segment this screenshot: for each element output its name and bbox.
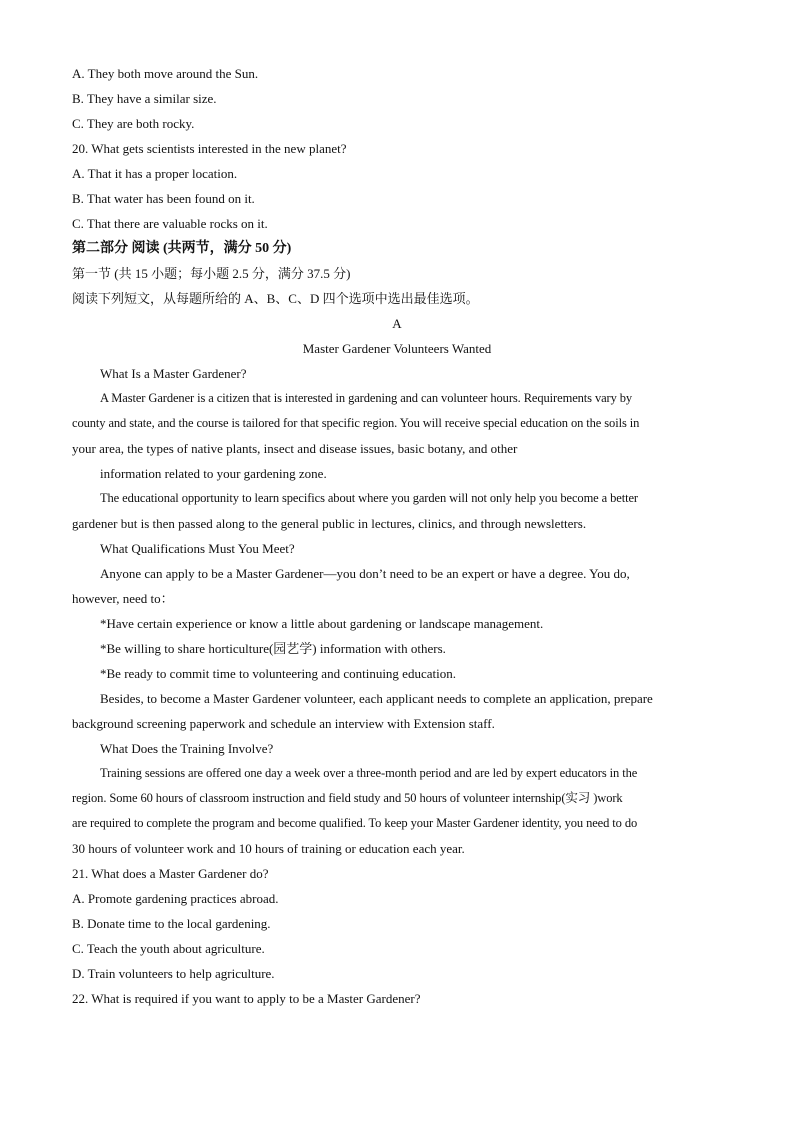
paragraph-2-line-2: gardener but is then passed along to the general public in lectures, clinics, and through newsletters. bbox=[72, 516, 587, 531]
q21-option-a: A. Promote gardening practices abroad. bbox=[72, 891, 279, 906]
paragraph-4-line-1: Besides, to become a Master Gardener volunteer, each applicant needs to complete an application, prepare bbox=[100, 691, 653, 706]
q19-option-b: B. They have a similar size. bbox=[72, 91, 217, 106]
heading-training: What Does the Training Involve? bbox=[100, 741, 274, 756]
heading-qualifications: What Qualifications Must You Meet? bbox=[100, 541, 295, 556]
q20-option-b: B. That water has been found on it. bbox=[72, 191, 255, 206]
section-subheading: 第一节 (共 15 小题；每小题 2.5 分，满分 37.5 分) bbox=[72, 266, 351, 281]
heading-what-is: What Is a Master Gardener? bbox=[100, 366, 247, 381]
passage-letter: A bbox=[392, 316, 402, 331]
q20-question: 20. What gets scientists interested in the new planet? bbox=[72, 141, 347, 156]
paragraph-3-line-2: however, need to： bbox=[72, 591, 174, 606]
paragraph-4-line-2: background screening paperwork and schedule an interview with Extension staff. bbox=[72, 716, 495, 731]
section-heading: 第二部分 阅读 (共两节，满分 50 分) bbox=[72, 241, 292, 256]
q22-question: 22. What is required if you want to apply to be a Master Gardener? bbox=[72, 991, 421, 1006]
section-instruction: 阅读下列短文，从每题所给的 A、B、C、D 四个选项中选出最佳选项。 bbox=[72, 291, 479, 306]
paragraph-5-line-4: 30 hours of volunteer work and 10 hours of training or education each year. bbox=[72, 841, 465, 856]
paragraph-1-line-3: your area, the types of native plants, insect and disease issues, basic botany, and other bbox=[72, 441, 518, 456]
q19-option-c: C. They are both rocky. bbox=[72, 116, 195, 131]
paragraph-2-line-1: The educational opportunity to learn specifics about where you garden will not only help you become a better bbox=[100, 491, 638, 505]
paragraph-5-line-3: are required to complete the program and become qualified. To keep your Master Gardener identity, you need to do bbox=[72, 816, 638, 830]
paragraph-1-line-2: county and state, and the course is tailored for that specific region. You will receive special education on the soils in bbox=[72, 416, 640, 430]
paragraph-5-line-1: Training sessions are offered one day a week over a three-month period and are led by expert educators in the bbox=[100, 766, 638, 780]
bullet-commit: *Be ready to commit time to volunteering and continuing education. bbox=[100, 666, 456, 681]
passage-title: Master Gardener Volunteers Wanted bbox=[302, 341, 492, 356]
paragraph-1-line-4: information related to your gardening zone. bbox=[100, 466, 327, 481]
bullet-share: *Be willing to share horticulture(园艺学) information with others. bbox=[100, 641, 446, 656]
q21-question: 21. What does a Master Gardener do? bbox=[72, 866, 269, 881]
q21-option-c: C. Teach the youth about agriculture. bbox=[72, 941, 265, 956]
bullet-experience: *Have certain experience or know a little about gardening or landscape management. bbox=[100, 616, 544, 631]
q19-option-a: A. They both move around the Sun. bbox=[72, 66, 259, 81]
paragraph-3-line-1: Anyone can apply to be a Master Gardener—you don’t need to be an expert or have a degree. You do, bbox=[100, 566, 630, 581]
q21-option-b: B. Donate time to the local gardening. bbox=[72, 916, 271, 931]
paragraph-1-line-1: A Master Gardener is a citizen that is interested in gardening and can volunteer hours. Requirements vary by bbox=[100, 391, 633, 405]
q20-option-c: C. That there are valuable rocks on it. bbox=[72, 216, 268, 231]
q21-option-d: D. Train volunteers to help agriculture. bbox=[72, 966, 275, 981]
q20-option-a: A. That it has a proper location. bbox=[72, 166, 238, 181]
paragraph-5-line-2: region. Some 60 hours of classroom instruction and field study and 50 hours of volunteer internship(实习 )work bbox=[72, 791, 623, 805]
